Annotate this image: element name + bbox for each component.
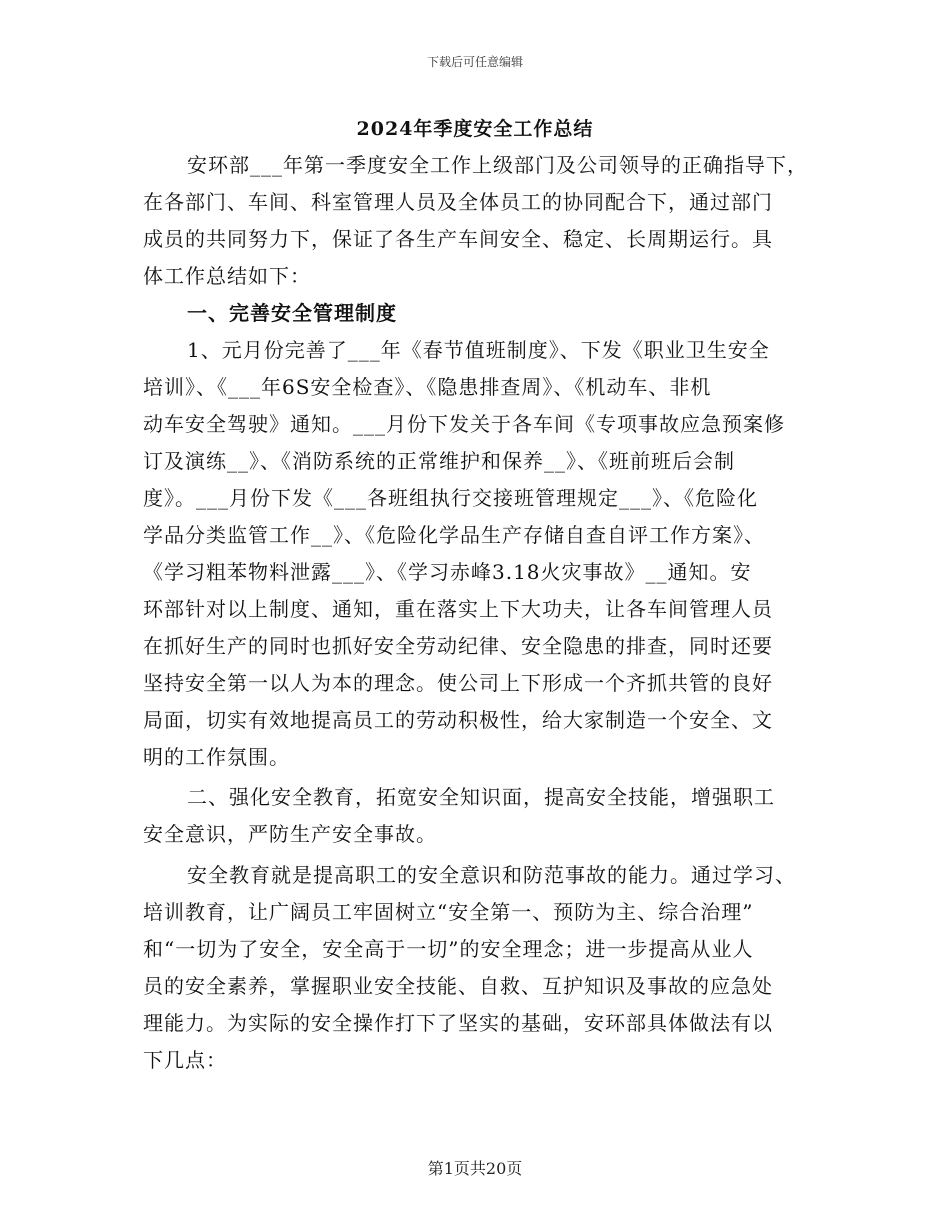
- paragraph-line: 订及演练__》、《消防系统的正常维护和保养__》、《班前班后会制: [143, 449, 735, 473]
- paragraph-line: 度》。___月份下发《___各班组执行交接班管理规定___》、《危险化: [143, 486, 758, 510]
- paragraph-line: 培训》、《___年6S安全检查》、《隐患排查周》、《机动车、非机: [143, 375, 712, 399]
- paragraph-line: 明的工作氛围。: [143, 745, 290, 769]
- page-number: 第1页共20页: [427, 1159, 523, 1178]
- page-header-note: 下载后可任意编辑: [426, 55, 523, 69]
- section-heading: 二、强化安全教育，拓宽安全知识面，提高安全技能，增强职工: [187, 785, 775, 809]
- paragraph-line: 环部针对以上制度、通知，重在落实上下大功夫，让各车间管理人员: [143, 597, 773, 621]
- paragraph-line: 安全意识，严防生产安全事故。: [143, 822, 437, 846]
- paragraph-line: 在抓好生产的同时也抓好安全劳动纪律、安全隐患的排查，同时还要: [143, 634, 773, 658]
- paragraph-line: 和“一切为了安全，安全高于一切”的安全理念；进一步提高从业人: [143, 937, 754, 961]
- paragraph-line: 在各部门、车间、科室管理人员及全体员工的协同配合下，通过部门: [143, 190, 773, 214]
- paragraph-line: 安全教育就是提高职工的安全意识和防范事故的能力。通过学习、: [187, 863, 796, 887]
- paragraph-line: 安环部___年第一季度安全工作上级部门及公司领导的正确指导下，: [187, 153, 808, 177]
- paragraph-line: 动车安全驾驶》通知。___月份下发关于各车间《专项事故应急预案修: [143, 412, 785, 436]
- paragraph-line: 下几点：: [143, 1048, 227, 1072]
- paragraph-line: 成员的共同努力下，保证了各生产车间安全、稳定、长周期运行。具: [143, 227, 773, 251]
- paragraph-line: 员的安全素养，掌握职业安全技能、自救、互护知识及事故的应急处: [143, 974, 773, 998]
- document-title: 2024年季度安全工作总结: [356, 118, 594, 140]
- paragraph-line: 理能力。为实际的安全操作打下了坚实的基础，安环部具体做法有以: [143, 1011, 773, 1035]
- paragraph-line: 局面，切实有效地提高员工的劳动积极性，给大家制造一个安全、文: [143, 708, 773, 732]
- section-heading: 一、完善安全管理制度: [187, 301, 397, 325]
- paragraph-line: 1、元月份完善了___年《春节值班制度》、下发《职业卫生安全: [187, 338, 770, 362]
- paragraph-line: 体工作总结如下：: [143, 264, 311, 288]
- paragraph-line: 《学习粗苯物料泄露___》、《学习赤峰3.18火灾事故》__通知。安: [143, 560, 752, 584]
- paragraph-line: 培训教育，让广阔员工牢固树立“安全第一、预防为主、综合治理”: [143, 900, 754, 924]
- paragraph-line: 学品分类监管工作__》、《危险化学品生产存储自查自评工作方案》、: [143, 523, 765, 547]
- paragraph-line: 坚持安全第一以人为本的理念。使公司上下形成一个齐抓共管的良好: [143, 671, 773, 695]
